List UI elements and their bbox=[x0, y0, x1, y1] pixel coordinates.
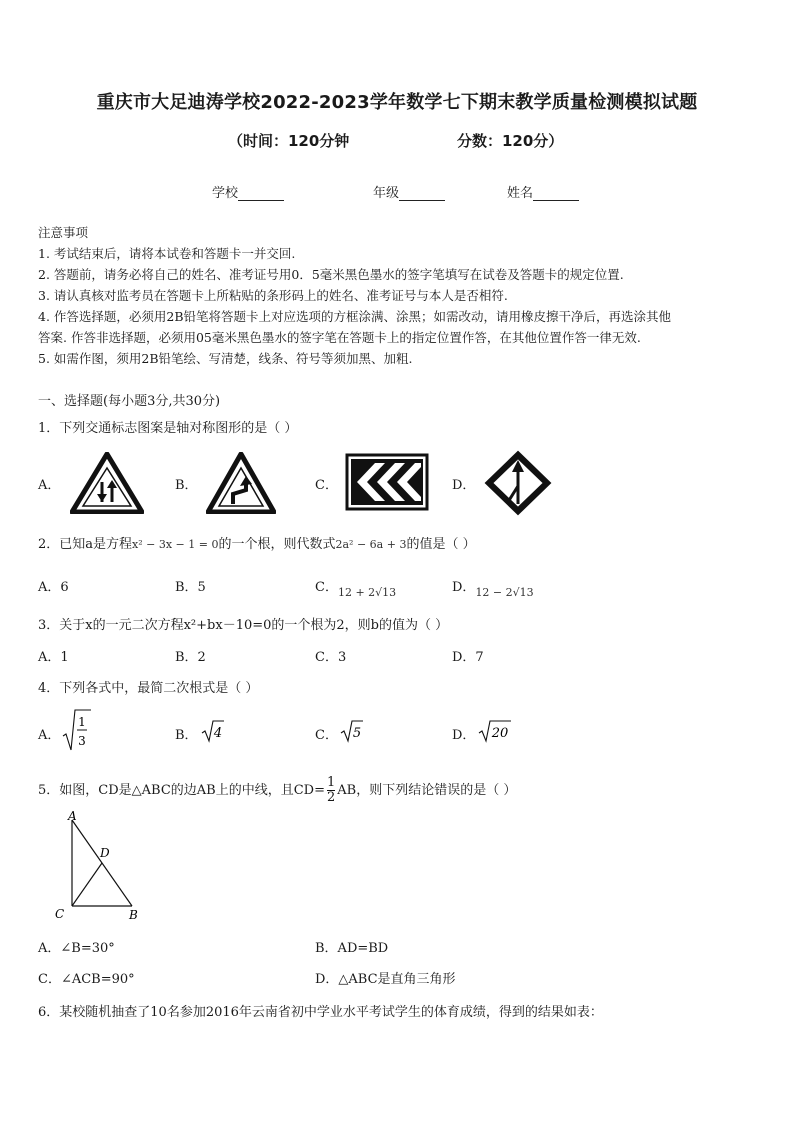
q2-equation: x² − 3x − 1 = 0 bbox=[132, 538, 219, 551]
point-label-c: C bbox=[55, 907, 65, 921]
notes-heading: 注意事项 bbox=[38, 225, 89, 240]
q2-option-d bbox=[452, 576, 534, 599]
two-way-traffic-sign-icon bbox=[70, 452, 144, 514]
q3-option-a: A．1 bbox=[38, 650, 69, 665]
q5-option-b: B．AD=BD bbox=[315, 941, 389, 956]
q5-option-c: C．∠ACB=90° bbox=[38, 972, 135, 987]
question-5 bbox=[38, 776, 516, 805]
q4-option-d-radical bbox=[478, 719, 512, 743]
q4-option-a-denominator: 3 bbox=[78, 734, 86, 748]
q4-option-c-radical bbox=[340, 719, 364, 743]
q2-expression: 2a² − 6a + 3 bbox=[335, 538, 407, 551]
name-field bbox=[507, 182, 579, 201]
point-label-a: A bbox=[68, 809, 77, 823]
q4-option-a-numerator: 1 bbox=[78, 715, 86, 729]
note-item: 5. 如需作图，须用2B铅笔绘、写清楚，线条、符号等须加黑、加粗. bbox=[38, 351, 413, 366]
q1-option-c-label: C． bbox=[315, 478, 338, 493]
page-title: 重庆市大足迪涛学校2022-2023学年数学七下期末教学质量检测模拟试题 bbox=[96, 92, 698, 113]
note-item: 3. 请认真核对监考员在答题卡上所粘贴的条形码上的姓名、准考证号与本人是否相符. bbox=[38, 288, 508, 303]
q5-triangle-figure bbox=[50, 806, 150, 922]
note-item: 1. 考试结束后，请将本试卷和答题卡一并交回. bbox=[38, 246, 296, 261]
q5-fraction bbox=[327, 776, 335, 805]
zigzag-road-sign-icon bbox=[206, 452, 276, 514]
q2-middle: 的一个根，则代数式 bbox=[218, 537, 336, 552]
section-heading: 一、选择题(每小题3分,共30分) bbox=[38, 394, 221, 409]
q4-option-b-radical bbox=[201, 719, 225, 743]
school-label: 学校 bbox=[212, 186, 239, 201]
question-2 bbox=[38, 533, 476, 552]
q4-option-a-label: A． bbox=[38, 728, 61, 743]
chevron-sign-icon bbox=[345, 453, 429, 511]
merge-lane-sign-icon bbox=[484, 450, 552, 516]
exam-time: （时间：120分钟 bbox=[228, 132, 350, 150]
q5-fraction-numerator: 1 bbox=[326, 775, 336, 790]
q2-option-b: B．5 bbox=[175, 580, 206, 595]
q5-fraction-denominator: 2 bbox=[326, 790, 336, 805]
q4-option-b-radicand: 4 bbox=[213, 726, 223, 741]
q1-option-d-label: D． bbox=[452, 478, 476, 493]
q2-option-c bbox=[315, 576, 397, 599]
note-item: 答案. 作答非选择题，必须用05毫米黑色墨水的签字笔在答题卡上的指定位置作答，在其他位置作答一律无效. bbox=[38, 330, 641, 345]
exam-score: 分数：120分） bbox=[457, 132, 564, 150]
point-label-b: B bbox=[129, 908, 138, 922]
point-label-d: D bbox=[100, 846, 110, 860]
q4-option-c-radicand: 5 bbox=[352, 726, 362, 741]
q5-option-d: D．△ABC是直角三角形 bbox=[315, 972, 456, 987]
q3-option-c: C．3 bbox=[315, 650, 347, 665]
q1-option-a-label: A． bbox=[38, 478, 61, 493]
q2-prefix: 2．已知a是方程 bbox=[38, 537, 133, 552]
q2-option-d-label: D． bbox=[452, 580, 476, 595]
q2-option-d-math: 12 − 2√13 bbox=[475, 586, 534, 599]
question-6: 6．某校随机抽查了10名参加2016年云南省初中学业水平考试学生的体育成绩，得到的结果如表： bbox=[38, 1005, 603, 1020]
q3-option-b: B．2 bbox=[175, 650, 206, 665]
q2-option-a: A．6 bbox=[38, 580, 69, 595]
q1-option-b-label: B． bbox=[175, 478, 198, 493]
q4-option-b-label: B． bbox=[175, 728, 198, 743]
grade-field bbox=[373, 182, 445, 201]
note-item: 4. 作答选择题，必须用2B铅笔将答题卡上对应选项的方框涂满、涂黑；如需改动，请用橡皮擦干净后，再选涂其他 bbox=[38, 309, 672, 324]
school-field bbox=[212, 182, 284, 201]
q4-option-d-label: D． bbox=[452, 728, 476, 743]
q4-option-a-radical bbox=[62, 708, 92, 752]
q2-option-c-label: C． bbox=[315, 580, 338, 595]
q5-suffix: AB，则下列结论错误的是（ ） bbox=[337, 783, 517, 798]
q5-prefix: 5．如图，CD是△ABC的边AB上的中线，且CD= bbox=[38, 783, 325, 798]
q4-option-d-radicand: 20 bbox=[491, 726, 509, 741]
question-4: 4．下列各式中，最简二次根式是（ ） bbox=[38, 681, 259, 696]
question-3: 3．关于x的一元二次方程x²+bx－10=0的一个根为2，则b的值为（ ） bbox=[38, 618, 449, 633]
q3-option-d: D．7 bbox=[452, 650, 484, 665]
q4-option-c-label: C． bbox=[315, 728, 338, 743]
q2-suffix: 的值是（ ） bbox=[406, 537, 476, 552]
q5-option-a: A．∠B=30° bbox=[38, 941, 115, 956]
name-label: 姓名 bbox=[507, 186, 534, 201]
question-1: 1．下列交通标志图案是轴对称图形的是（ ） bbox=[38, 421, 298, 436]
q2-option-c-math: 12 + 2√13 bbox=[337, 586, 397, 599]
note-item: 2. 答题前，请务必将自己的姓名、准考证号用0．5毫米黑色墨水的签字笔填写在试卷及答题卡的规定位置. bbox=[38, 267, 624, 282]
grade-label: 年级 bbox=[373, 186, 400, 201]
